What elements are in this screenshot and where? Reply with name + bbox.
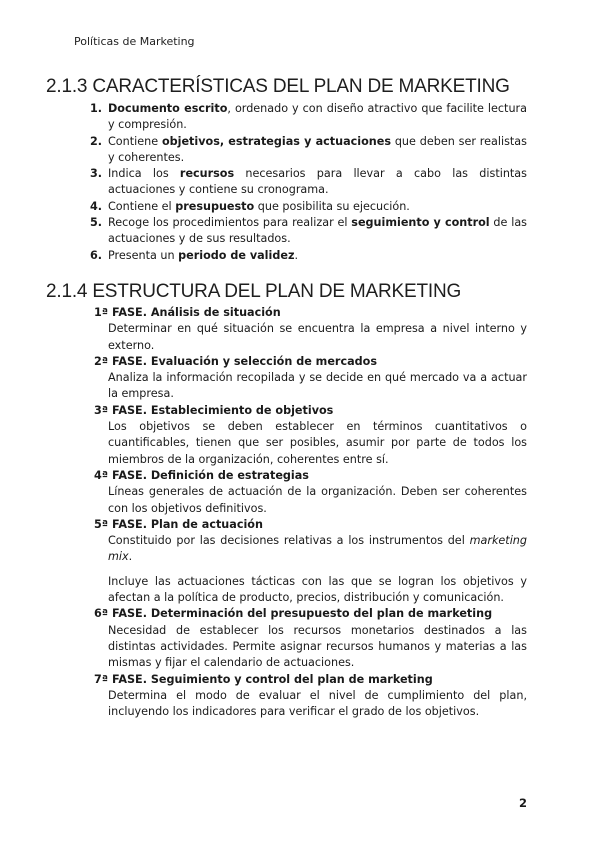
phase-title-1: 1ª FASE. Análisis de situación — [94, 306, 281, 319]
list-item: 6. Presenta un periodo de validez. — [90, 248, 299, 262]
list-item: 4. Contiene el presupuesto que posibilita su ejecución. — [90, 199, 410, 213]
phase-title-2: 2ª FASE. Evaluación y selección de mercados — [94, 354, 377, 368]
section-title-estructura: 2.1.4 ESTRUCTURA DEL PLAN DE MARKETING — [46, 281, 462, 302]
page-number: 2 — [519, 796, 528, 810]
phase-description-7: Determina el modo de evaluar el nivel de cumplimiento del plan, incluyendo los indicadores para verificar el grado de los objetivos. — [108, 688, 527, 719]
phase-description-1: Determinar en qué situación se encuentra la empresa a nivel interno y externo. — [108, 322, 527, 352]
phase-description-5b: Incluye las actuaciones tácticas con las que se logran los objetivos y afectan a la política de producto, precios, distribución y comunicación. — [108, 574, 527, 605]
bold-term: Documento escrito — [108, 102, 228, 115]
phase-title-5: 5ª FASE. Plan de actuación — [94, 517, 263, 531]
phase-description-2: Analiza la información recopilada y se decide en qué mercado va a actuar la empresa. — [108, 371, 527, 401]
section-title-caracteristicas: 2.1.3 CARACTERÍSTICAS DEL PLAN DE MARKETING — [46, 76, 510, 97]
phase-title-4: 4ª FASE. Definición de estrategias — [94, 468, 309, 482]
phase-title-3: 3ª FASE. Establecimiento de objetivos — [94, 403, 334, 417]
list-item: 1. Documento escrito, ordenado y con diseño atractivo que facilite lectura y compresión. — [90, 102, 527, 132]
phase-description-3: Los objetivos se deben establecer en términos cuantitativos o cuantificables, tienen que ser posibles, asumir por parte de todos los miembros de la organización, coherentes entre sí. — [108, 420, 527, 466]
phase-description-4: Líneas generales de actuación de la organización. Deben ser coherentes con los objetivos definitivos. — [108, 485, 527, 515]
characteristics-list — [84, 101, 527, 264]
phase-description-5: Constituido por las decisiones relativas a los instrumentos del marketing mix. — [108, 534, 527, 564]
bold-term: periodo de validez — [178, 248, 295, 262]
bold-term: objetivos, estrategias y actuaciones — [161, 134, 391, 148]
bold-term: recursos — [179, 167, 235, 181]
phase-description-6: Necesidad de establecer los recursos monetarios destinados a las distintas actividades. Permite asignar recursos humanos y materias a las mismas y fijar el calendario de actuaciones. — [108, 623, 527, 670]
bold-term: presupuesto — [175, 199, 255, 213]
running-header: Políticas de Marketing — [74, 35, 195, 48]
list-item: 3. Indica los recursos necesarios para llevar a cabo las distintas actuaciones y contiene su cronograma. — [90, 167, 527, 197]
italic-term: marketing mix — [108, 534, 527, 564]
bold-term: seguimiento y control — [351, 216, 490, 230]
phase-title-6: 6ª FASE. Determinación del presupuesto del plan de marketing — [94, 607, 493, 621]
phase-title-7: 7ª FASE. Seguimiento y control del plan de marketing — [94, 672, 433, 686]
list-item: 2. Contiene objetivos, estrategias y actuaciones que deben ser realistas y coherentes. — [90, 134, 527, 164]
phases-list — [94, 305, 527, 720]
list-item: 5. Recoge los procedimientos para realizar el seguimiento y control de las actuaciones y de sus resultados. — [90, 216, 527, 246]
